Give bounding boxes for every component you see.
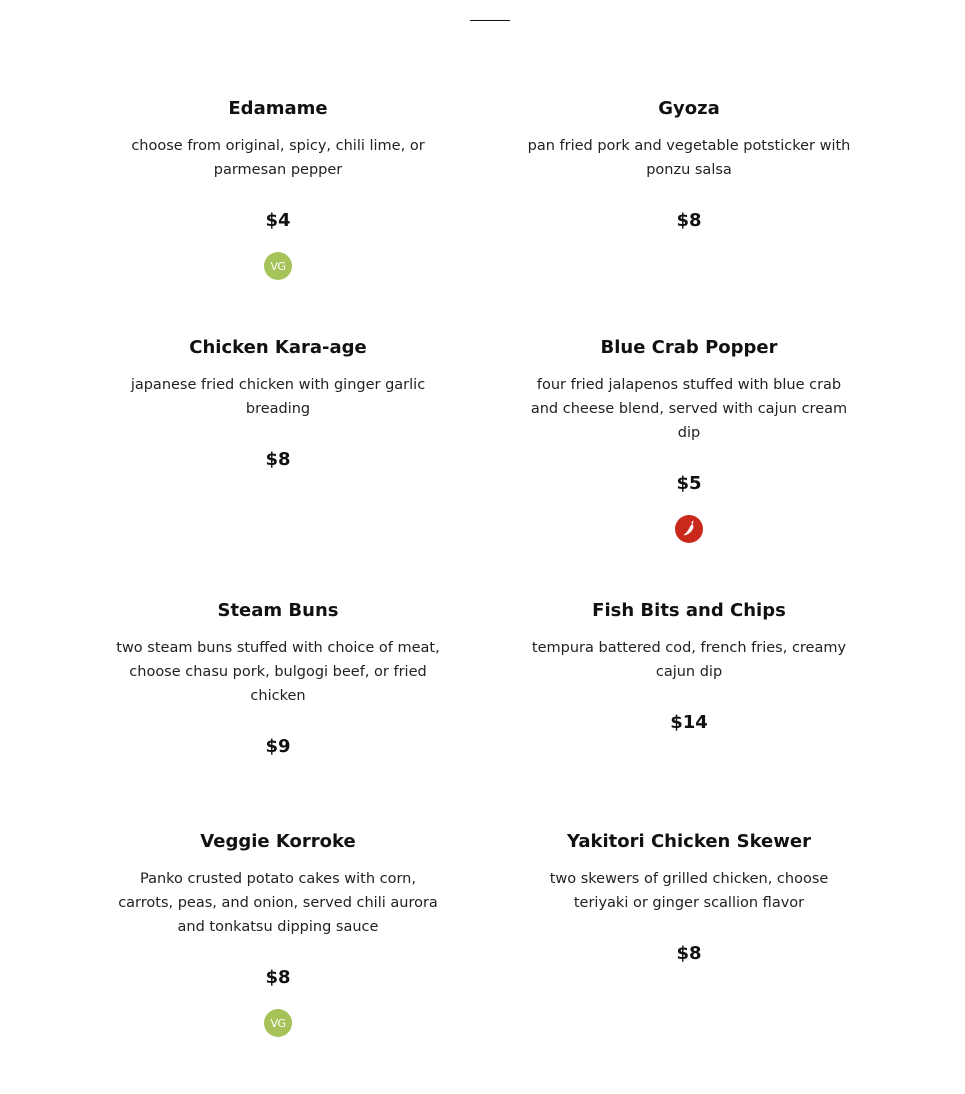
item-price: $8	[265, 449, 291, 470]
item-description: Panko crusted potato cakes with corn, carrots, peas, and onion, served chili aurora and tonkatsu dipping sauce	[118, 871, 438, 935]
item-price: $9	[265, 736, 291, 757]
vegetarian-badge: VG	[264, 252, 292, 280]
item-description: tempura battered cod, french fries, creamy cajun dip	[531, 640, 847, 680]
item-name: Chicken Kara-age	[189, 337, 367, 358]
item-price: $8	[676, 943, 702, 964]
item-description: two steam buns stuffed with choice of meat, choose chasu pork, bulgogi beef, or fried chicken	[116, 640, 440, 704]
item-name: Blue Crab Popper	[600, 337, 778, 358]
item-name: Yakitori Chicken Skewer	[567, 831, 811, 852]
item-name: Veggie Korroke	[200, 831, 356, 852]
item-price: $4	[265, 210, 291, 231]
item-description: japanese fried chicken with ginger garlic breading	[130, 377, 426, 417]
item-price: $8	[676, 210, 702, 231]
chili-pepper-icon	[675, 515, 703, 543]
item-description: four fried jalapenos stuffed with blue crab and cheese blend, served with cajun cream dip	[530, 377, 848, 441]
item-name: Fish Bits and Chips	[592, 600, 786, 621]
item-description: choose from original, spicy, chili lime, or parmesan pepper	[131, 138, 425, 178]
item-description: two skewers of grilled chicken, choose teriyaki or ginger scallion flavor	[549, 871, 829, 911]
item-price: $5	[676, 473, 702, 494]
vegetarian-badge: VG	[264, 1009, 292, 1037]
item-price: $8	[265, 967, 291, 988]
item-description: pan fried pork and vegetable potsticker with ponzu salsa	[527, 138, 851, 178]
item-name: Gyoza	[658, 98, 720, 119]
item-price: $14	[670, 712, 708, 733]
top-divider	[470, 20, 510, 21]
item-name: Steam Buns	[217, 600, 339, 621]
item-name: Edamame	[228, 98, 328, 119]
